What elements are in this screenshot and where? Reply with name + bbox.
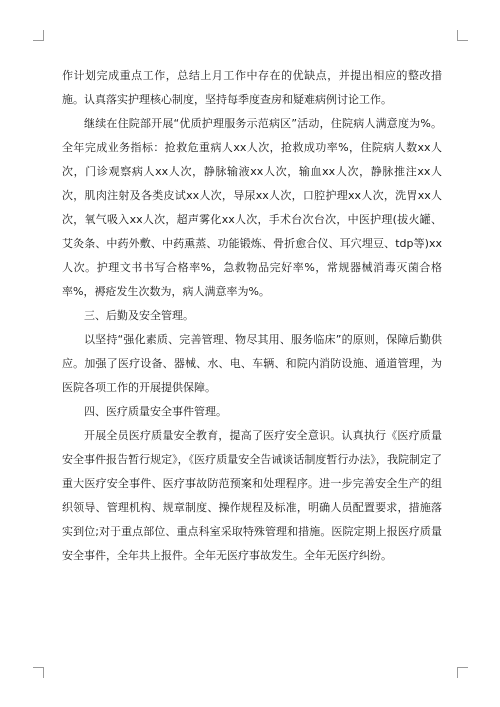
section-heading-logistics: 三、后勤及安全管理。: [84, 309, 194, 322]
crop-mark-bottom-left: [33, 667, 44, 678]
document-body: [62, 64, 442, 568]
paragraph-nursing-service: 继续在住院部开展“优质护理服务示范病区”活动，住院病人满意度为%。全年完成业务指标：抢救危重病人xx人次，抢救成功率%，住院病人数xx人次，门诊观察病人xx人次，静脉输液xx人次，输血xx人次，静脉推注xx人次，肌肉注射及各类皮试xx人次，导尿xx人次，口腔护理xx人次，洗胃xx人次，氧气吸入xx人次，超声雾化xx人次，手术台次台次，中医护理(拔火罐、艾灸条、中药外敷、中药熏蒸、功能锻炼、骨折愈合仪、耳穴埋豆、tdp等)xx人次。护理文书书写合格率%，急救物品完好率%，常规器械消毒灭菌合格率%，褥疮发生次数为，病人满意率为%。: [62, 117, 442, 298]
paragraph-quality-safety: 开展全员医疗质量安全教育，提高了医疗安全意识。认真执行《医疗质量安全事件报告暂行规定》，《医疗质量安全告诫谈话制度暂行办法》，我院制定了重大医疗安全事件、医疗事故防范预案和处理程序。进一步完善安全生产的组织领导、管理机构、规章制度、操作规程及标准，明确人员配置要求，措施落实到位;对于重点部位、重点科室采取特殊管理和措施。医院定期上报医疗质量安全事件，全年共上报件。全年无医疗事故发生。全年无医疗纠纷。: [62, 429, 442, 562]
section-heading-quality-safety: 四、医疗质量安全事件管理。: [84, 405, 227, 418]
paragraph-logistics: 以坚持“强化素质、完善管理、物尽其用、服务临床”的原则，保障后勤供应。加强了医疗设备、器械、水、电、车辆、和院内消防设施、通道管理，为医院各项工作的开展提供保障。: [62, 333, 442, 394]
crop-mark-top-right: [457, 30, 468, 41]
paragraph-continued: 作计划完成重点工作，总结上月工作中存在的优缺点，并提出相应的整改措施。认真落实护理核心制度，坚持每季度查房和疑难病例讨论工作。: [62, 69, 442, 106]
crop-mark-bottom-right: [457, 667, 468, 678]
crop-mark-top-left: [33, 30, 44, 41]
